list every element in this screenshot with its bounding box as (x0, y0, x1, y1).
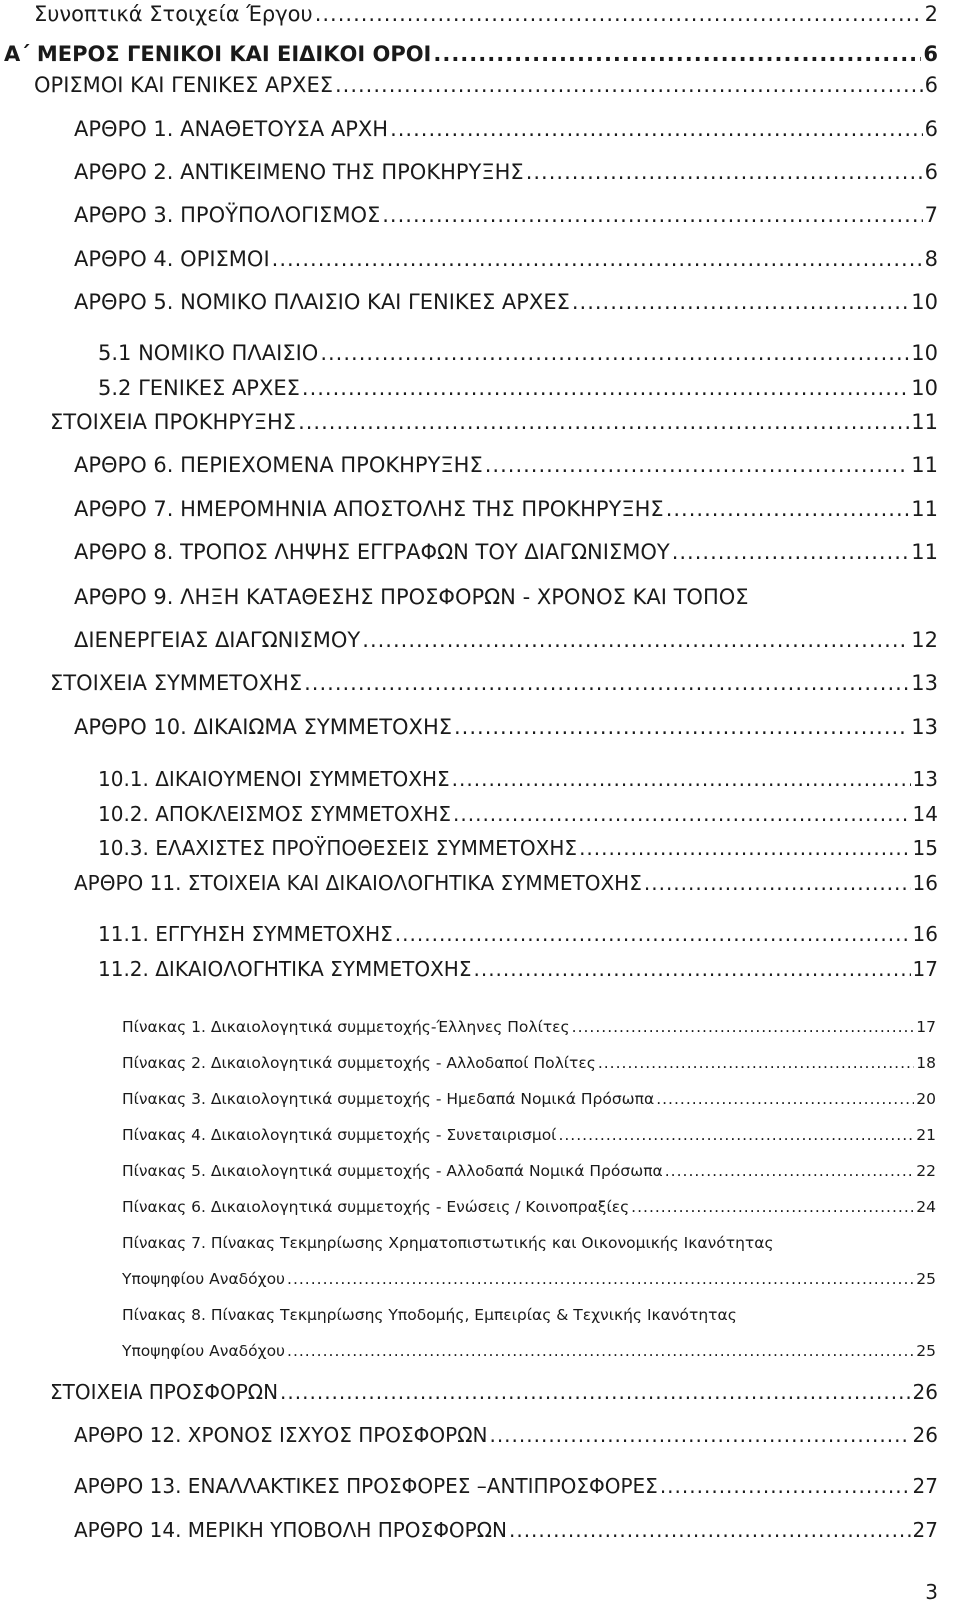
toc-entry-title: Συνοπτικά Στοιχεία Έργου (34, 2, 313, 26)
toc-entry-title: ΟΡΙΣΜΟΙ ΚΑΙ ΓΕΝΙΚΕΣ ΑΡΧΕΣ (34, 73, 333, 97)
toc-leader (453, 802, 911, 826)
toc-entry-page: 7 (924, 203, 938, 227)
toc-entry-page: 15 (912, 836, 938, 860)
toc-entry-page: 13 (912, 767, 938, 791)
toc-leader (287, 1342, 914, 1360)
toc-entry-page: 6 (923, 42, 938, 66)
toc-leader (395, 922, 911, 946)
toc-entry[interactable] (74, 1474, 938, 1498)
toc-entry-title: Πίνακας 6. Δικαιολογητικά συμμετοχής - Ενώσεις / Κοινοπραξίες (122, 1198, 630, 1216)
toc-entry-title: 11.1. ΕΓΓΥΗΣΗ ΣΥΜΜΕΤΟΧΗΣ (98, 922, 393, 946)
toc-entry-title: ΔΙΕΝΕΡΓΕΙΑΣ ΔΙΑΓΩΝΙΣΜΟΥ (74, 628, 361, 652)
toc-entry-title: 10.2. ΑΠΟΚΛΕΙΣΜΟΣ ΣΥΜΜΕΤΟΧΗΣ (98, 802, 452, 826)
toc-entry-page: 27 (912, 1518, 938, 1542)
toc-entry-page: 20 (916, 1090, 936, 1108)
toc-leader (302, 376, 909, 400)
toc-entry-page: 25 (916, 1270, 936, 1288)
toc-entry-page: 17 (916, 1018, 936, 1036)
toc-leader (666, 497, 910, 521)
toc-entry-first-line: ΑΡΘΡΟ 9. ΛΗΞΗ ΚΑΤΑΘΕΣΗΣ ΠΡΟΣΦΟΡΩΝ - ΧΡΟΝΟΣ ΚΑΙ ΤΟΠΟΣ (74, 585, 749, 609)
toc-entry[interactable] (74, 160, 938, 184)
toc-leader (280, 1380, 911, 1404)
toc-entry-title: ΑΡΘΡΟ 4. ΟΡΙΣΜΟΙ (74, 247, 270, 271)
toc-entry-title: 10.3. ΕΛΑΧΙΣΤΕΣ ΠΡΟΫΠΟΘΕΣΕΙΣ ΣΥΜΜΕΤΟΧΗΣ (98, 836, 578, 860)
toc-entry-page: 6 (924, 160, 938, 184)
toc-leader (672, 540, 910, 564)
toc-entry-title: 10.1. ΔΙΚΑΙΟΥΜΕΝΟΙ ΣΥΜΜΕΤΟΧΗΣ (98, 767, 450, 791)
toc-entry[interactable] (122, 1090, 936, 1108)
toc-entry-page: 16 (912, 871, 938, 895)
toc-entry[interactable] (74, 453, 938, 477)
toc-entry-title: Υποψηφίου Αναδόχου (122, 1342, 286, 1360)
toc-entry-title: ΣΤΟΙΧΕΙΑ ΣΥΜΜΕΤΟΧΗΣ (50, 671, 303, 695)
toc-leader (390, 117, 923, 141)
toc-entry-page: 12 (911, 628, 938, 652)
toc-leader (572, 290, 909, 314)
toc-entry[interactable] (4, 42, 938, 66)
toc-entry[interactable] (74, 871, 938, 895)
toc-leader (660, 1474, 911, 1498)
toc-entry[interactable] (74, 540, 938, 564)
toc-leader (485, 453, 910, 477)
toc-entry-page: 22 (916, 1162, 936, 1180)
toc-entry-title: ΑΡΘΡΟ 2. ΑΝΤΙΚΕΙΜΕΝΟ ΤΗΣ ΠΡΟΚΗΡΥΞΗΣ (74, 160, 524, 184)
toc-entry[interactable] (50, 1380, 938, 1404)
toc-entry-title: Πίνακας 5. Δικαιολογητικά συμμετοχής - Αλλοδαπά Νομικά Πρόσωπα (122, 1162, 663, 1180)
toc-entry-title: Πίνακας 2. Δικαιολογητικά συμμετοχής - Αλλοδαποί Πολίτες (122, 1054, 596, 1072)
toc-entry-page: 27 (912, 1474, 938, 1498)
toc-leader (304, 671, 909, 695)
toc-entry[interactable] (98, 922, 938, 946)
page-number: 3 (925, 1580, 938, 1604)
toc-leader (579, 836, 910, 860)
toc-leader (335, 73, 923, 97)
toc-leader (572, 1018, 915, 1036)
toc-entry[interactable] (98, 767, 938, 791)
toc-entry-page: 14 (912, 802, 938, 826)
toc-leader (558, 1126, 914, 1144)
toc-entry-page: 6 (924, 117, 938, 141)
toc-entry-first-line: Πίνακας 8. Πίνακας Τεκμηρίωσης Υποδομής, Εμπειρίας & Τεχνικής Ικανότητας (122, 1306, 737, 1324)
toc-entry-title: ΑΡΘΡΟ 3. ΠΡΟΫΠΟΛΟΓΙΣΜΟΣ (74, 203, 381, 227)
toc-entry-title: ΣΤΟΙΧΕΙΑ ΠΡΟΣΦΟΡΩΝ (50, 1380, 279, 1404)
toc-entry[interactable] (34, 73, 938, 97)
toc-entry-page: 24 (916, 1198, 936, 1216)
toc-entry-title: ΑΡΘΡΟ 7. ΗΜΕΡΟΜΗΝΙΑ ΑΠΟΣΤΟΛΗΣ ΤΗΣ ΠΡΟΚΗΡΥΞΗΣ (74, 497, 664, 521)
toc-entry[interactable] (122, 1018, 936, 1036)
toc-entry-title: ΑΡΘΡΟ 11. ΣΤΟΙΧΕΙΑ ΚΑΙ ΔΙΚΑΙΟΛΟΓΗΤΙΚΑ ΣΥΜΜΕΤΟΧΗΣ (74, 871, 642, 895)
toc-entry[interactable] (74, 497, 938, 521)
toc-entry-title: Πίνακας 1. Δικαιολογητικά συμμετοχής-Έλληνες Πολίτες (122, 1018, 570, 1036)
toc-entry-page: 6 (924, 73, 938, 97)
toc-leader (362, 628, 909, 652)
toc-entry-title: ΑΡΘΡΟ 5. ΝΟΜΙΚΟ ΠΛΑΙΣΙΟ ΚΑΙ ΓΕΝΙΚΕΣ ΑΡΧΕΣ (74, 290, 570, 314)
toc-leader (509, 1518, 911, 1542)
toc-entry-page: 10 (911, 290, 938, 314)
toc-leader (433, 42, 921, 66)
toc-entry-title: ΑΡΘΡΟ 12. ΧΡΟΝΟΣ ΙΣΧΥΟΣ ΠΡΟΣΦΟΡΩΝ (74, 1423, 488, 1447)
toc-entry-page: 2 (924, 2, 938, 26)
toc-entry-title: ΑΡΘΡΟ 14. ΜΕΡΙΚΗ ΥΠΟΒΟΛΗ ΠΡΟΣΦΟΡΩΝ (74, 1518, 507, 1542)
toc-entry-page: 10 (911, 341, 938, 365)
toc-entry[interactable] (122, 1198, 936, 1216)
toc-entry-title: 11.2. ΔΙΚΑΙΟΛΟΓΗΤΙΚΑ ΣΥΜΜΕΤΟΧΗΣ (98, 957, 472, 981)
toc-entry[interactable] (74, 117, 938, 141)
toc-entry-title: Πίνακας 4. Δικαιολογητικά συμμετοχής - Συνεταιρισμοί (122, 1126, 557, 1144)
toc-leader (298, 410, 909, 434)
toc-entry[interactable] (122, 1054, 936, 1072)
toc-entry-page: 18 (916, 1054, 936, 1072)
toc-entry-title: ΑΡΘΡΟ 6. ΠΕΡΙΕΧΟΜΕΝΑ ΠΡΟΚΗΡΥΞΗΣ (74, 453, 483, 477)
toc-leader (598, 1054, 914, 1072)
toc-entry-first-line: Πίνακας 7. Πίνακας Τεκμηρίωσης Χρηματοπιστωτικής και Οικονομικής Ικανότητας (122, 1234, 774, 1252)
toc-leader (320, 341, 909, 365)
toc-entry-page: 11 (911, 453, 938, 477)
toc-leader (287, 1270, 914, 1288)
toc-leader (656, 1090, 914, 1108)
toc-leader (473, 957, 910, 981)
toc-leader (644, 871, 911, 895)
toc-entry[interactable] (50, 671, 938, 695)
toc-entry-title: Υποψηφίου Αναδόχου (122, 1270, 286, 1288)
toc-entry-page: 21 (916, 1126, 936, 1144)
toc-entry-page: 16 (912, 922, 938, 946)
toc-entry[interactable] (98, 341, 938, 365)
toc-entry[interactable] (98, 957, 938, 981)
toc-leader (382, 203, 922, 227)
toc-entry[interactable] (74, 1518, 938, 1542)
toc-entry-title: Πίνακας 3. Δικαιολογητικά συμμετοχής - Ημεδαπά Νομικά Πρόσωπα (122, 1090, 655, 1108)
toc-entry[interactable] (74, 715, 938, 739)
toc-entry-page: 26 (912, 1423, 938, 1447)
toc-entry[interactable] (98, 376, 938, 400)
toc-entry-page: 11 (911, 497, 938, 521)
toc-leader (272, 247, 923, 271)
toc-entry-page: 11 (911, 540, 938, 564)
toc-entry-page: 8 (924, 247, 938, 271)
toc-entry[interactable] (34, 2, 938, 26)
toc-entry[interactable] (98, 836, 938, 860)
toc-entry-page: 17 (912, 957, 938, 981)
toc-leader (315, 2, 923, 26)
toc-entry-page: 26 (912, 1380, 938, 1404)
toc-entry-title: ΣΤΟΙΧΕΙΑ ΠΡΟΚΗΡΥΞΗΣ (50, 410, 297, 434)
toc-entry-title: 5.2 ΓΕΝΙΚΕΣ ΑΡΧΕΣ (98, 376, 300, 400)
toc-entry-title: 5.1 ΝΟΜΙΚΟ ΠΛΑΙΣΙΟ (98, 341, 319, 365)
toc-leader (631, 1198, 914, 1216)
toc-entry[interactable] (74, 247, 938, 271)
toc-entry-page: 10 (911, 376, 938, 400)
toc-entry[interactable] (122, 1342, 936, 1360)
toc-leader (454, 715, 909, 739)
toc-entry-page: 11 (911, 410, 938, 434)
toc-entry-page: 25 (916, 1342, 936, 1360)
toc-entry[interactable] (74, 628, 938, 652)
toc-leader (489, 1423, 910, 1447)
toc-entry[interactable] (74, 290, 938, 314)
toc-entry[interactable] (98, 802, 938, 826)
toc-entry[interactable] (122, 1162, 936, 1180)
toc-entry-title: ΑΡΘΡΟ 1. ΑΝΑΘΕΤΟΥΣΑ ΑΡΧΗ (74, 117, 389, 141)
toc-entry[interactable] (74, 1423, 938, 1447)
toc-leader (526, 160, 923, 184)
toc-leader (452, 767, 911, 791)
toc-entry-page: 13 (911, 671, 938, 695)
toc-entry[interactable] (122, 1126, 936, 1144)
toc-leader (665, 1162, 915, 1180)
toc-entry-title: ΑΡΘΡΟ 8. ΤΡΟΠΟΣ ΛΗΨΗΣ ΕΓΓΡΑΦΩΝ ΤΟΥ ΔΙΑΓΩΝΙΣΜΟΥ (74, 540, 670, 564)
toc-entry-title: ΑΡΘΡΟ 10. ΔΙΚΑΙΩΜΑ ΣΥΜΜΕΤΟΧΗΣ (74, 715, 452, 739)
toc-entry[interactable] (74, 203, 938, 227)
toc-entry[interactable] (122, 1270, 936, 1288)
toc-entry[interactable] (50, 410, 938, 434)
toc-entry-title: ΑΡΘΡΟ 13. ΕΝΑΛΛΑΚΤΙΚΕΣ ΠΡΟΣΦΟΡΕΣ –ΑΝΤΙΠΡΟΣΦΟΡΕΣ (74, 1474, 658, 1498)
toc-entry-title: Α΄ ΜΕΡΟΣ ΓΕΝΙΚΟΙ ΚΑΙ ΕΙΔΙΚΟΙ ΟΡΟΙ (4, 42, 432, 66)
toc-entry-page: 13 (911, 715, 938, 739)
